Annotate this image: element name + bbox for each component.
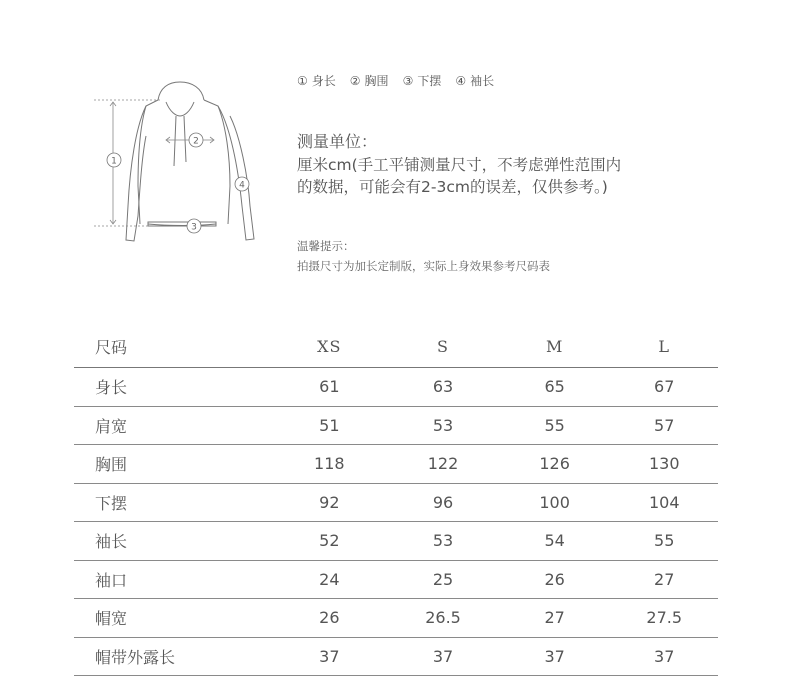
- header-size-m: M: [499, 326, 611, 368]
- table-cell: 51: [271, 406, 387, 445]
- tips-text: 拍摄尺寸为加长定制版，实际上身效果参考尺码表: [297, 259, 550, 273]
- marker-1-text: 1: [111, 156, 117, 167]
- table-cell: 37: [499, 637, 611, 676]
- legend-item-hem: ③ 下摆: [402, 74, 442, 88]
- marker-3-text: 3: [191, 222, 197, 233]
- table-cell: 61: [271, 368, 387, 407]
- table-cell: 96: [387, 483, 499, 522]
- table-row: [74, 522, 718, 561]
- measurement-unit-line-2: 的数据，可能会有2-3cm的误差，仅供参考。): [297, 178, 608, 196]
- tips-title: 温馨提示：: [297, 239, 355, 253]
- table-cell: 118: [271, 445, 387, 484]
- table-cell: 37: [387, 637, 499, 676]
- table-cell: 55: [499, 406, 611, 445]
- table-cell: 54: [499, 522, 611, 561]
- table-cell: 63: [387, 368, 499, 407]
- table-row: [74, 599, 718, 638]
- row-label: 袖口: [74, 560, 271, 599]
- table-cell: 104: [610, 483, 718, 522]
- legend-item-chest: ② 胸围: [349, 74, 389, 88]
- legend-item-sleeve: ④ 袖长: [455, 74, 495, 88]
- table-cell: 100: [499, 483, 611, 522]
- measurement-unit-title: 测量单位：: [297, 132, 378, 151]
- marker-2-text: 2: [193, 136, 199, 147]
- header-label: 尺码: [74, 326, 271, 368]
- table-cell: 55: [610, 522, 718, 561]
- table-cell: 26: [271, 599, 387, 638]
- header-size-l: L: [610, 326, 718, 368]
- table-cell: 130: [610, 445, 718, 484]
- table-cell: 27.5: [610, 599, 718, 638]
- header-size-xs: XS: [271, 326, 387, 368]
- header-size-s: S: [387, 326, 499, 368]
- table-cell: 37: [271, 637, 387, 676]
- measurement-unit-line-1: 厘米cm(手工平铺测量尺寸，不考虑弹性范围内: [297, 156, 622, 174]
- tips-note: [297, 236, 550, 276]
- table-cell: 65: [499, 368, 611, 407]
- row-label: 帽带外露长: [74, 637, 271, 676]
- measurement-unit-note: [297, 131, 737, 198]
- marker-4-text: 4: [239, 180, 245, 191]
- row-label: 袖长: [74, 522, 271, 561]
- table-row: [74, 483, 718, 522]
- hoodie-outline-icon: [88, 76, 273, 251]
- table-row: [74, 637, 718, 676]
- table-cell: 67: [610, 368, 718, 407]
- row-label: 帽宽: [74, 599, 271, 638]
- table-cell: 53: [387, 522, 499, 561]
- table-cell: 57: [610, 406, 718, 445]
- table-row: [74, 406, 718, 445]
- hoodie-measurement-diagram: [88, 76, 273, 251]
- table-cell: 52: [271, 522, 387, 561]
- size-table: [74, 326, 718, 676]
- legend-item-body-length: ① 身长: [297, 74, 336, 88]
- row-label: 身长: [74, 368, 271, 407]
- table-cell: 122: [387, 445, 499, 484]
- table-cell: 26: [499, 560, 611, 599]
- table-cell: 27: [499, 599, 611, 638]
- row-label: 下摆: [74, 483, 271, 522]
- table-row: [74, 560, 718, 599]
- row-label: 肩宽: [74, 406, 271, 445]
- table-cell: 126: [499, 445, 611, 484]
- row-label: 胸围: [74, 445, 271, 484]
- measurement-legend: [297, 72, 494, 89]
- table-cell: 37: [610, 637, 718, 676]
- table-row: [74, 445, 718, 484]
- table-cell: 53: [387, 406, 499, 445]
- table-cell: 24: [271, 560, 387, 599]
- table-cell: 27: [610, 560, 718, 599]
- table-cell: 92: [271, 483, 387, 522]
- table-cell: 26.5: [387, 599, 499, 638]
- size-table-header: [74, 326, 718, 368]
- table-cell: 25: [387, 560, 499, 599]
- table-row: [74, 368, 718, 407]
